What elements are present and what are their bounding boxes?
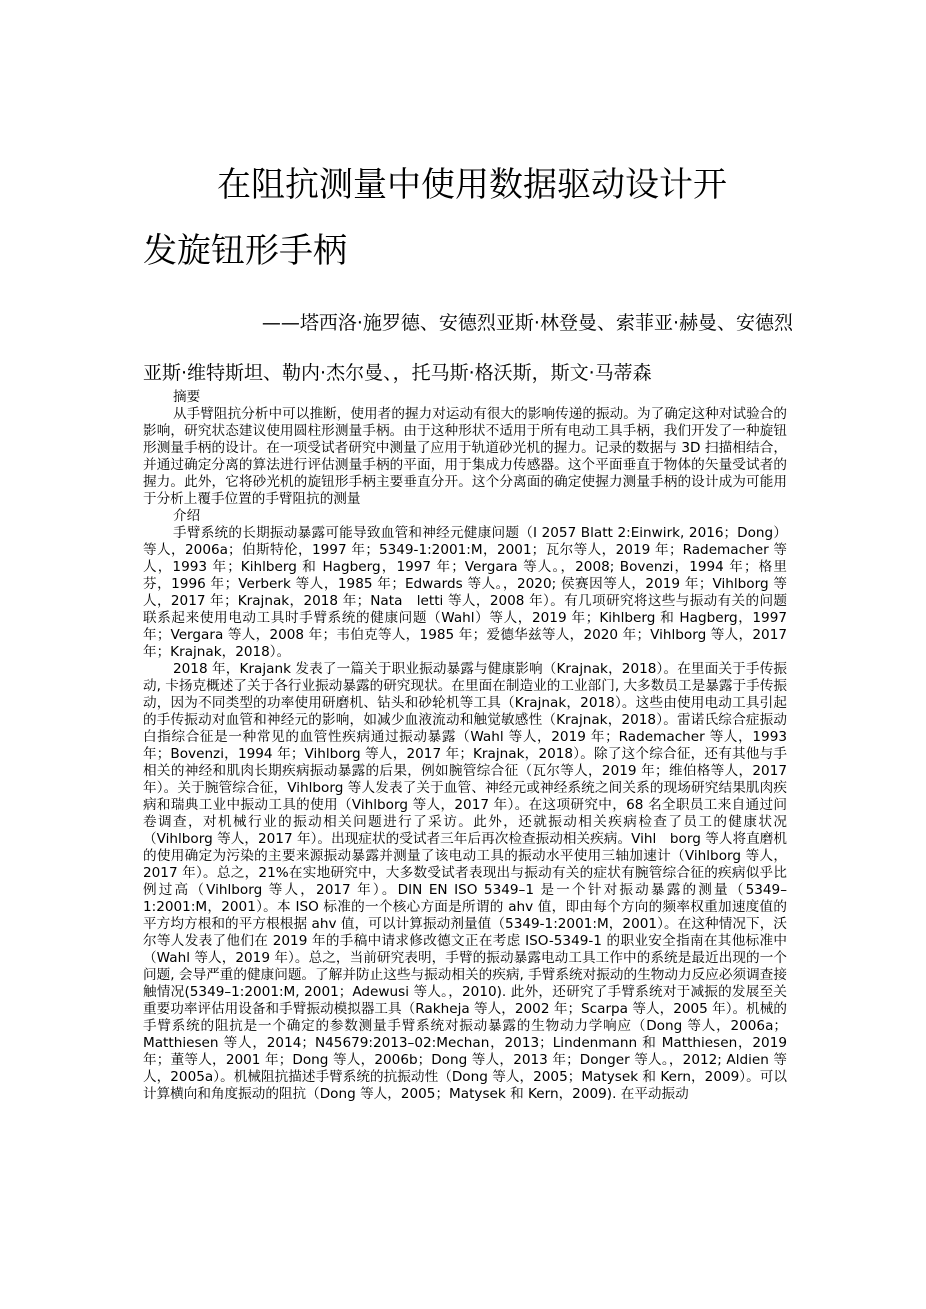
title-line-1: 在阻抗测量中使用数据驱动设计开: [217, 165, 727, 205]
abstract-heading: 摘要: [173, 389, 201, 405]
author-line-2: 亚斯·维特斯坦、勒内·杰尔曼、，托马斯·格沃斯，斯文·马蒂森: [143, 362, 652, 384]
intro-heading: 介绍: [173, 508, 201, 524]
title-line-2: 发旋钮形手柄: [143, 231, 347, 271]
paper-title: [143, 152, 793, 284]
intro-paragraph-2: 2018 年，Krajank 发表了一篇关于职业振动暴露与健康影响（Krajnak，2018）。在里面关于手传振动, 卡扬克概述了关于各行业振动暴露的研究现状。在里面在制造业的工业部门, 大多数员工是暴露于手传振动，因为不同类型的功率使用研磨机、钻头和砂轮机等工具（Krajnak，2018）。这些由使用电动工具引起的手传振动对血管和神经元的影响，如减少血液流动和触觉敏感性（Krajnak，2018）。雷诺氏综合症振动白指综合征是一种常见的血管性疾病通过振动暴露（Wahl 等人，2019 年；Rademacher 等人，1993 年；Bovenzi，1994 年；Vihlborg 等人，2017 年；Krajnak，2018）。除了这个综合征，还有其他与手相关的神经和肌肉长期疾病振动暴露的后果，例如腕管综合征（瓦尔等人，2019 年；维伯格等人，2017 年）。关于腕管综合征，Vihlborg 等人发表了关于血管、神经元或神经系统之间关系的现场研究结果肌肉疾病和瑞典工业中振动工具的使用（Vihlborg 等人，2017 年）。在这项研究中，68 名全职员工来自通过问卷调查，对机械行业的振动相关问题进行了采访。此外，还就振动相关疾病检查了员工的健康状况（Vihlborg 等人，2017 年）。出现症状的受试者三年后再次检查振动相关疾病。Vihl borg 等人将直磨机的使用确定为污染的主要来源振动暴露并测量了该电动工具的振动水平使用三轴加速计（Vihlborg 等人，2017 年）。总之，21%在实地研究中，大多数受试者表现出与振动有关的症状有腕管综合征的疾病似乎比例过高（Vihlborg 等人，2017 年）。DIN EN ISO 5349–1 是一个针对振动暴露的测量（5349–1:2001:M，2001）。本 ISO 标准的一个核心方面是所谓的 ahv 值，即由每个方向的频率权重加速度值的平方均方根和的平方根根据 ahv 值，可以计算振动剂量值（5349-1:2001:M，2001）。在这种情况下，沃尔等人发表了他们在 2019 年的手稿中请求修改德文正在考虑 ISO-5349-1 的职业安全指南在其他标准中（Wahl 等人，2019 年）。总之，当前研究表明，手臂的振动暴露电动工具工作中的系统是最近出现的一个问题, 会导严重的健康问题。了解并防止这些与振动相关的疾病, 手臂系统对振动的生物动力反应必须调查接触情况(5349–1:2001:M, 2001；Adewusi 等人。，2010). 此外，还研究了手臂系统对于减振的发展至关重要功率评估用设备和手臂振动模拟器工具（Rakheja 等人，2002 年；Scarpa 等人，2005 年）。机械的手臂系统的阻抗是一个确定的参数测量手臂系统对振动暴露的生物动力学响应（Dong 等人，2006a；Matthiesen 等人，2014；N45679:2013–02:Mechan，2013；Lindenmann 和 Matthiesen，2019 年；董等人，2001 年；Dong 等人，2006b；Dong 等人，2013 年；Donger 等人。，2012; Aldien 等人，2005a）。机械阻抗描述手臂系统的抗振动性（Dong 等人，2005；Matysek 和 Kern，2009）。可以计算横向和角度振动的阻抗（Dong 等人，2005；Matysek 和 Kern，2009). 在平动振动: [143, 661, 787, 1102]
author-list: [143, 298, 793, 398]
intro-paragraph-1: 手臂系统的长期振动暴露可能导致血管和神经元健康问题（I 2057 Blatt 2:Einwirk, 2016；Dong）等人，2006a；伯斯特伦，1997 年；5349-1:2001:M，2001；瓦尔等人，2019 年；Rademacher 等人，1993 年；Kihlberg 和 Hagberg，1997 年；Vergara 等人。，2008; Bovenzi，1994 年；格里芬，1996 年；Verberk 等人，1985 年；Edwards 等人。，2020; 侯赛因等人，2019 年；Vihlborg 等人，2017 年；Krajnak，2018 年；Nata letti 等人，2008 年）。有几项研究将这些与振动有关的问题联系起来使用电动工具时手臂系统的健康问题（Wahl）等人，2019 年；Kihlberg 和 Hagberg，1997 年；Vergara 等人，2008 年；韦伯克等人，1985 年；爱德华兹等人，2020 年；Vihlborg 等人，2017 年；Krajnak，2018）。: [143, 525, 787, 660]
author-line-1: ——塔西洛·施罗德、安德烈亚斯·林登曼、索菲亚·赫曼、安德烈: [261, 312, 793, 334]
paper-body: [143, 389, 787, 1103]
abstract-paragraph: 从手臂阻抗分析中可以推断，使用者的握力对运动有很大的影响传递的振动。为了确定这种对试验合的影响，研究状态建议使用圆柱形测量手柄。由于这种形状不适用于所有电动工具手柄，我们开发了一种旋钮形测量手柄的设计。在一项受试者研究中测量了应用于轨道砂光机的握力。记录的数据与 3D 扫描相结合，并通过确定分离的算法进行评估测量手柄的平面，用于集成力传感器。这个平面垂直于物体的矢量受试者的握力。此外，它将砂光机的旋钮形手柄主要垂直分开。这个分离面的确定使握力测量手柄的设计成为可能用于分析上覆手位置的手臂阻抗的测量: [143, 406, 787, 507]
